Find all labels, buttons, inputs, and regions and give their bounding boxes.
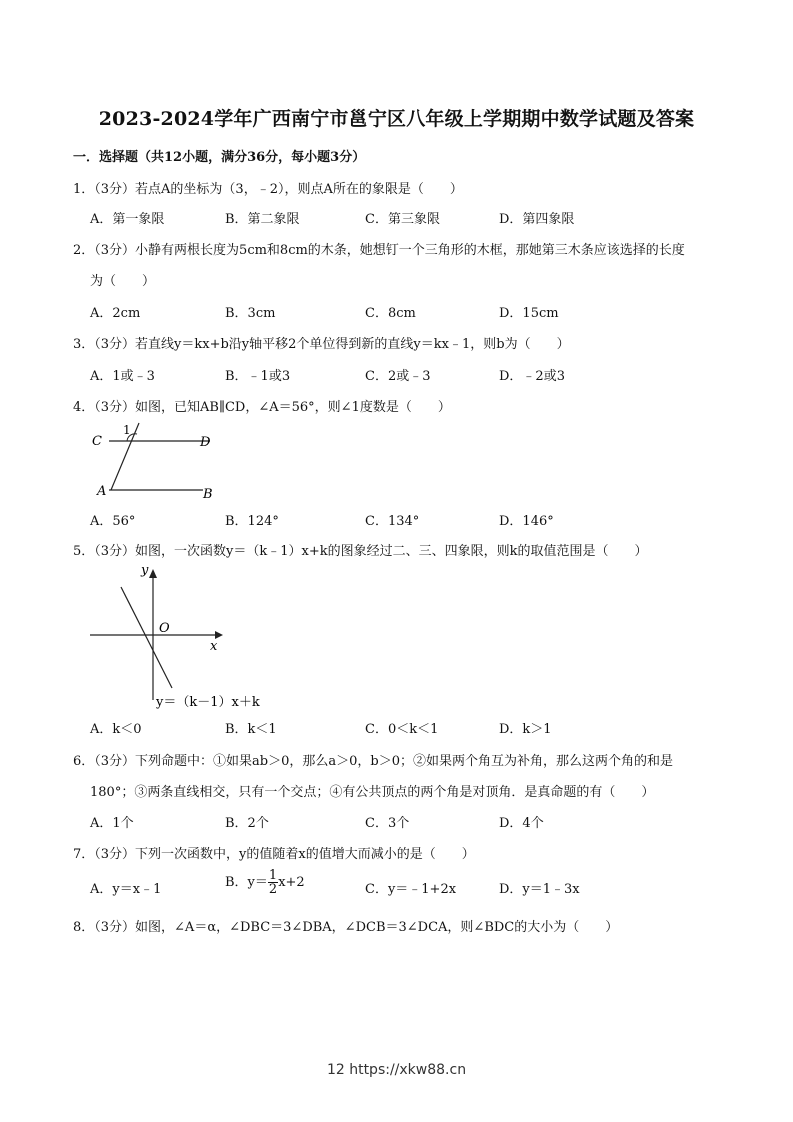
fraction-numerator: 1 [268, 868, 278, 883]
label-origin: O [159, 621, 170, 636]
q1-option-a: A．第一象限 [90, 212, 165, 227]
question-2-stem-cont: 为（ ） [90, 274, 156, 289]
q7-option-a: A．y＝x﹣1 [90, 882, 162, 897]
x-axis-arrow [215, 631, 223, 639]
label-y: y [141, 563, 149, 578]
q3-option-a: A．1或﹣3 [90, 369, 155, 384]
q2-option-d: D．15cm [499, 306, 559, 321]
page-title: 2023-2024学年广西南宁市邕宁区八年级上学期期中数学试题及答案 [98, 108, 695, 130]
question-7-stem: 7．（3分）下列一次函数中，y的值随着x的值增大而减小的是（ ） [73, 847, 475, 862]
q1-option-c: C．第三象限 [365, 212, 440, 227]
question-8-stem: 8．（3分）如图，∠A＝α，∠DBC＝3∠DBA，∠DCB＝3∠DCA，则∠BDC的大小为（ ） [73, 920, 619, 935]
q6-option-d: D．4个 [499, 816, 544, 831]
question-4-stem: 4．（3分）如图，已知AB∥CD，∠A＝56°，则∠1度数是（ ） [73, 400, 451, 415]
q7-option-d: D．y＝1﹣3x [499, 882, 580, 897]
q7-option-b-suffix: x+2 [278, 875, 305, 890]
q7-option-b-fraction [268, 869, 278, 896]
question-6-stem: 6．（3分）下列命题中：①如果ab＞0，那么a＞0，b＞0；②如果两个角互为补角，那么这两个角的和是 [73, 754, 674, 769]
question-3-stem: 3．（3分）若直线y＝kx+b沿y轴平移2个单位得到新的直线y＝kx﹣1，则b为（ ） [73, 337, 570, 352]
label-d: D [200, 435, 211, 450]
question-5-stem: 5．（3分）如图，一次函数y＝（k﹣1）x+k的图象经过二、三、四象限，则k的取值范围是（ ） [73, 544, 648, 559]
q1-option-d: D．第四象限 [499, 212, 575, 227]
q7-option-b-prefix: B．y＝ [225, 875, 268, 890]
label-angle-1: 1 [123, 423, 131, 437]
q2-option-a: A．2cm [90, 306, 141, 321]
y-axis-arrow [149, 569, 157, 578]
fraction-denominator: 2 [268, 882, 278, 897]
function-line [121, 587, 172, 688]
q6-option-b: B．2个 [225, 816, 269, 831]
q4-option-b: B．124° [225, 514, 279, 529]
question-1-stem: 1．（3分）若点A的坐标为（3，﹣2），则点A所在的象限是（ ） [73, 182, 463, 197]
question-2-stem: 2．（3分）小静有两根长度为5cm和8cm的木条，她想钉一个三角形的木框，那她第三木条应该选择的长度 [73, 243, 685, 258]
label-x: x [210, 639, 218, 654]
q5-option-a: A．k＜0 [90, 722, 142, 737]
q3-option-d: D．﹣2或3 [499, 369, 565, 384]
label-a: A [97, 484, 107, 499]
label-b: B [203, 487, 213, 502]
q7-option-b [225, 869, 305, 896]
page-footer: 12 https://xkw88.cn [326, 1062, 467, 1078]
q4-option-a: A．56° [90, 514, 136, 529]
q4-option-d: D．146° [499, 514, 554, 529]
q4-parallel-lines-figure [85, 420, 225, 505]
q5-option-b: B．k＜1 [225, 722, 277, 737]
q2-option-b: B．3cm [225, 306, 276, 321]
q6-option-c: C．3个 [365, 816, 410, 831]
q1-option-b: B．第二象限 [225, 212, 300, 227]
q4-option-c: C．134° [365, 514, 420, 529]
q5-option-d: D．k＞1 [499, 722, 552, 737]
q5-linear-function-graph [88, 560, 288, 710]
question-6-stem-cont: 180°；③两条直线相交，只有一个交点；④有公共顶点的两个角是对顶角．是真命题的有（ ） [90, 785, 655, 800]
q6-option-a: A．1个 [90, 816, 134, 831]
q3-option-c: C．2或﹣3 [365, 369, 431, 384]
q2-option-c: C．8cm [365, 306, 416, 321]
q5-option-c: C．0＜k＜1 [365, 722, 439, 737]
q3-option-b: B．﹣1或3 [225, 369, 291, 384]
line-equation-label: y＝（k－1）x＋k [156, 695, 260, 710]
label-c: C [92, 434, 102, 449]
section-heading: 一．选择题（共12小题，满分36分，每小题3分） [73, 150, 366, 165]
q7-option-c: C．y＝﹣1+2x [365, 882, 457, 897]
